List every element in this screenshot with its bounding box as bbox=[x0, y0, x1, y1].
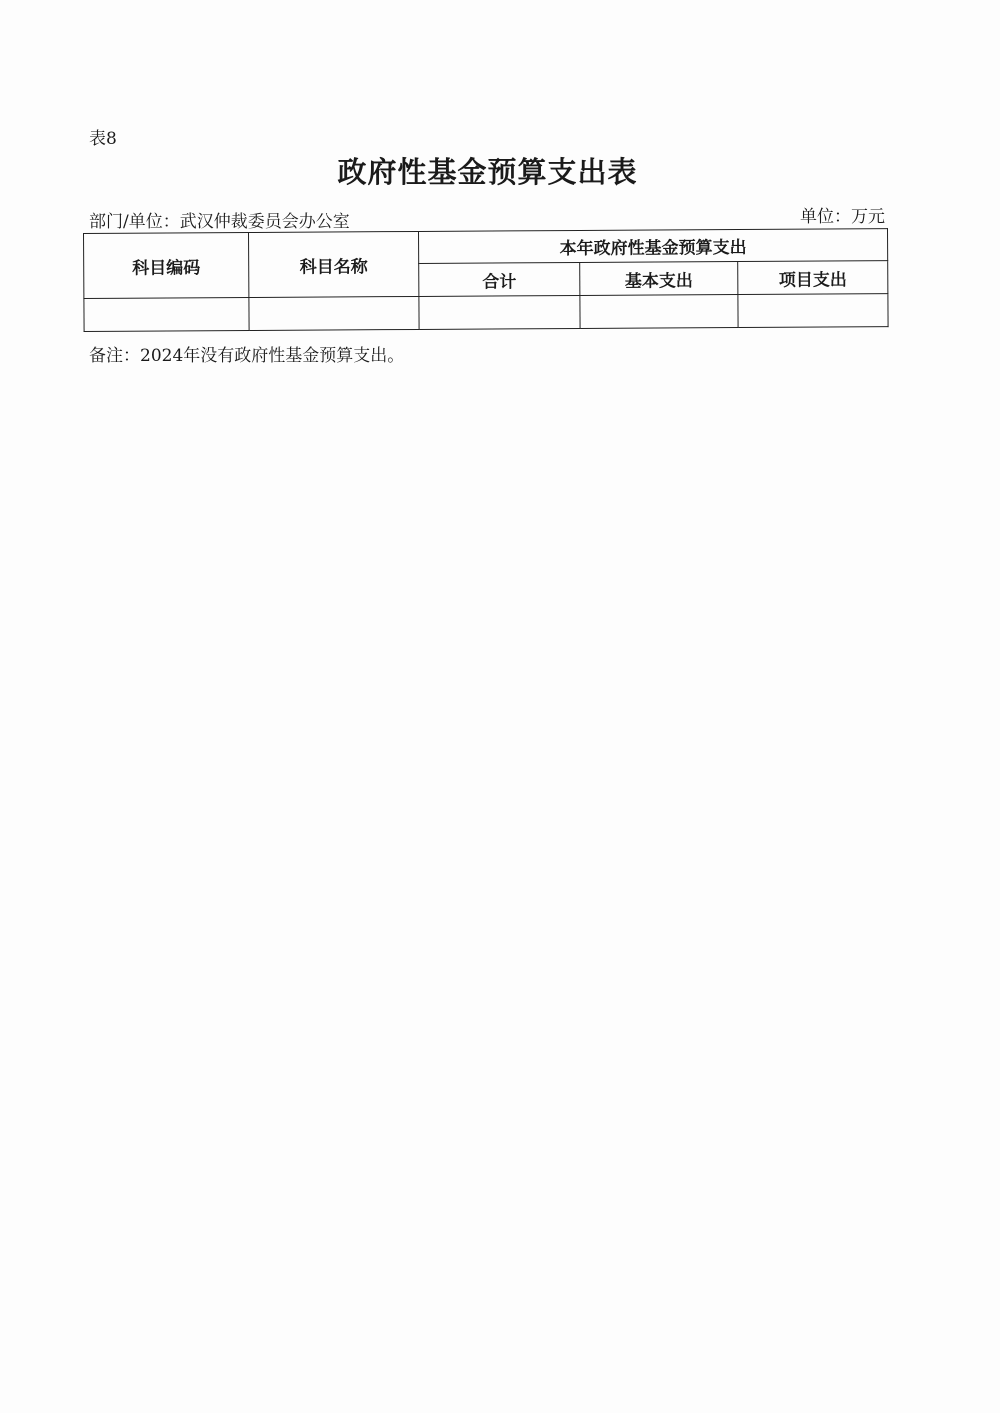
table-cell bbox=[249, 296, 419, 330]
header-project-expenditure: 项目支出 bbox=[738, 261, 888, 295]
table-cell bbox=[738, 294, 888, 328]
table-header-row bbox=[84, 229, 888, 266]
table-cell bbox=[84, 297, 249, 331]
department-label: 部门/单位：武汉仲裁委员会办公室 bbox=[89, 212, 350, 232]
table-row bbox=[84, 294, 888, 332]
header-total: 合计 bbox=[419, 262, 580, 296]
table-cell bbox=[580, 295, 738, 329]
footnote: 备注：2024年没有政府性基金预算支出。 bbox=[89, 346, 405, 366]
page-title: 政府性基金预算支出表 bbox=[337, 155, 638, 189]
header-subject-code: 科目编码 bbox=[84, 232, 249, 298]
table-cell bbox=[419, 295, 580, 329]
unit-label: 单位：万元 bbox=[800, 207, 885, 227]
budget-table bbox=[83, 228, 889, 332]
header-basic-expenditure: 基本支出 bbox=[580, 262, 738, 296]
header-subject-name: 科目名称 bbox=[248, 231, 418, 297]
header-group-expenditure: 本年政府性基金预算支出 bbox=[418, 229, 887, 264]
table-number: 表8 bbox=[89, 129, 117, 149]
